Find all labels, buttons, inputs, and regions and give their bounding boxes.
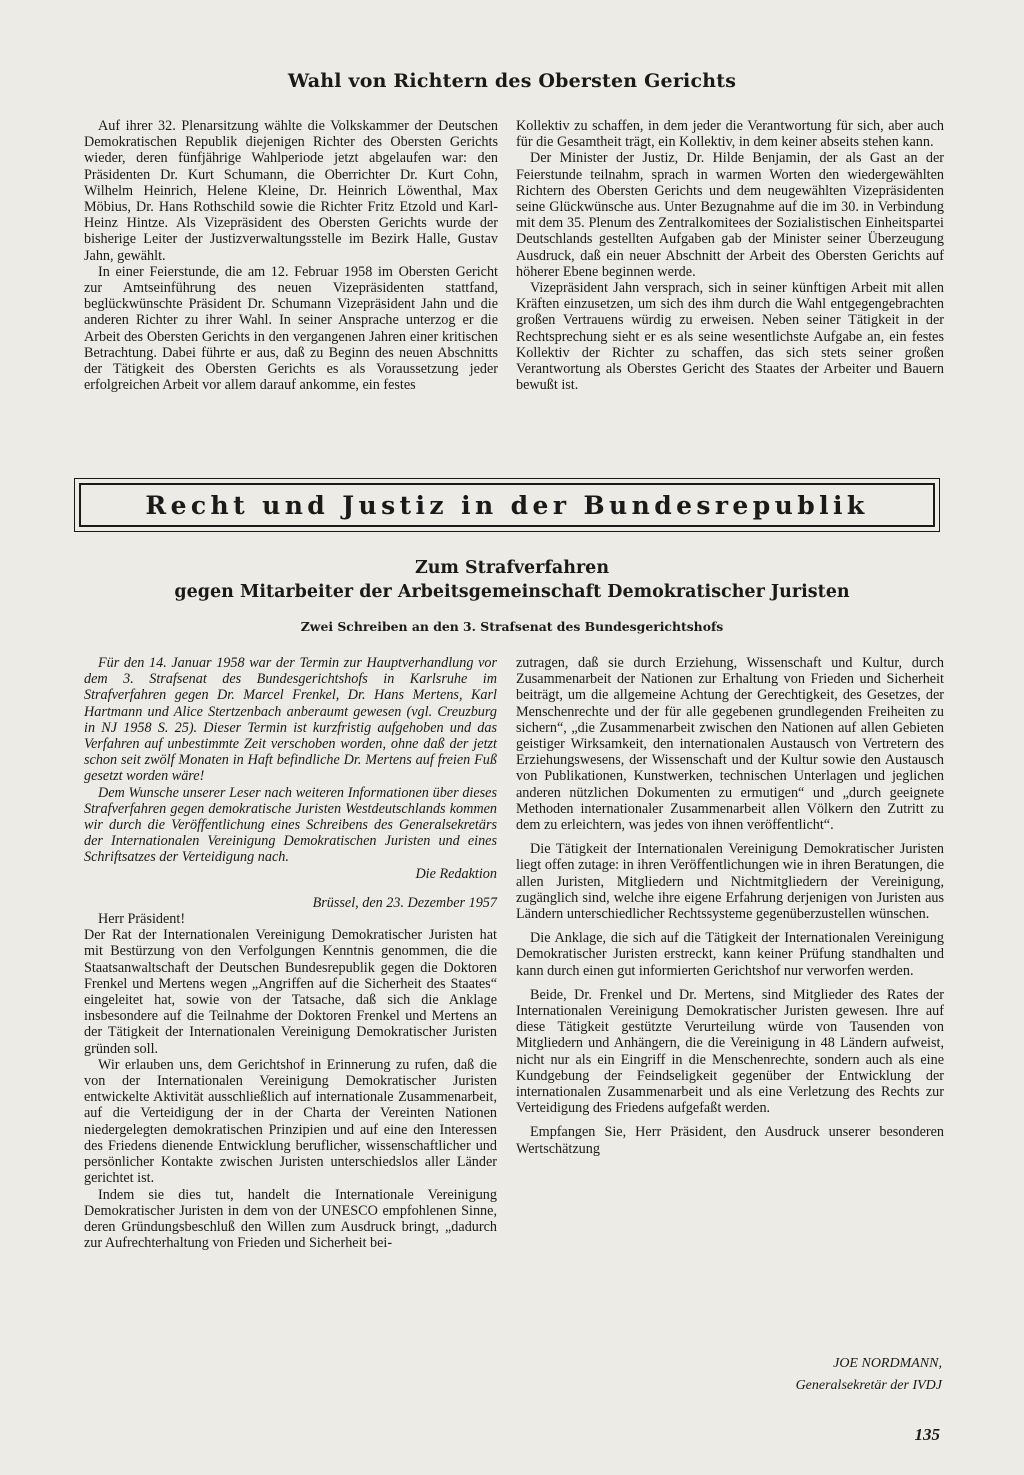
paragraph: Auf ihrer 32. Plenarsitzung wählte die Volkskammer der Deutschen Demokratischen Republik diejenigen Richter des Obersten Gerichts wieder, deren fünfjährige Wahlperiode jetzt abgelaufen war: den Präsidenten Dr. Kurt Schumann, die Oberrichter Dr. Kurt Cohn, Wilhelm Heinrich, Helene Kleine, Dr. Heinrich Löwenthal, Max Möbius, Dr. Hans Rothschild sowie die Richter Fritz Etzold und Karl-Heinz Hintze. Als Vizepräsident des Obersten Gerichts wurde der bisherige Leiter der Justizverwaltungsstelle im Bezirk Halle, Gustav Jahn, gewählt. — [84, 118, 498, 264]
article-title: Wahl von Richtern des Obersten Gerichts — [287, 70, 737, 92]
letter-salutation: Herr Präsident! — [98, 911, 186, 928]
paragraph: Der Minister der Justiz, Dr. Hilde Benjamin, der als Gast an der Feierstunde teilnahm, sprach in warmen Worten den wiedergewählten Richtern des Obersten Gerichts und dem neugewählten Vizepräsidenten seine Glückwünsche aus. Unter Bezugnahme auf die im 30. in Verbindung mit dem 35. Plenum des Zentralkomitees der Sozialistischen Einheitspartei Deutschlands gestellten Aufgaben gab der Minister seiner Überzeugung Ausdruck, daß ein neuer Abschnitt der Arbeit des Obersten Gerichts auf höherer Ebene beginnen werde. — [516, 150, 944, 280]
article1-column-left — [84, 118, 498, 393]
paragraph: In einer Feierstunde, die am 12. Februar 1958 im Obersten Gericht zur Amtseinführung des neuen Vizepräsidenten stattfand, beglückwünschte Präsident Dr. Schumann Vizepräsident Jahn und die anderen Richter zu ihrer Wahl. In seiner Ansprache unterzog er die Arbeit des Obersten Gerichts in den vergangenen Jahren einer kritischen Betrachtung. Dabei führte er aus, daß zu Beginn des neuen Abschnitts der Tätigkeit des Obersten Gerichts es als Voraussetzung jeder erfolgreichen Arbeit vor allem darauf ankomme, ein festes — [84, 263, 498, 394]
article1-column-right — [516, 118, 944, 393]
section-banner — [74, 478, 940, 532]
letter-place-date: Brüssel, den 23. Dezember 1957 — [312, 894, 497, 911]
paragraph: Beide, Dr. Frenkel und Dr. Mertens, sind Mitglieder des Rates der Internationalen Vereinigung Demokratischer Juristen gewesen. Ihre auf diese Tätigkeit gestützte Verurteilung würde von Tausenden von Mitgliedern und Anhängern, die die Vereinigung in 48 Ländern aufweist, nicht nur als ein Eingriff in die Menschenrechte, sondern auch als eine Kundgebung der Feindseligkeit gegenüber der Entwicklung der internationalen Zusammenarbeit und als eine Verletzung des Rechts zur Verteidigung des Friedens aufgefaßt werden. — [516, 986, 944, 1117]
article2-column-left — [84, 655, 497, 1251]
paragraph: Vizepräsident Jahn versprach, sich in seiner künftigen Arbeit mit allen Kräften einzusetzen, um sich des ihm durch die Wahl entgegengebrachten großen Vertrauens würdig zu erweisen. Neben seiner Tätigkeit in der Rechtsprechung sieht er es als seine wesentlichste Aufgabe an, ein festes Kollektiv der Richter zu schaffen, das sich stets seiner großen Verantwortung als Oberstes Gericht des Staates der Arbeiter und Bauern bewußt ist. — [516, 280, 944, 394]
paragraph: Wir erlauben uns, dem Gerichtshof in Erinnerung zu rufen, daß die von der Internationalen Vereinigung Demokratischer Juristen entwickelte Aktivität ausschließlich auf internationale Zusammenarbeit, auf die Verteidigung der in der Charta der Vereinten Nationen niedergelegten demokratischen Prinzipien und auf eine den Interessen des Friedens dienende Entwicklung beruflicher, wissenschaftlicher und persönlicher Kontakte zwischen Juristen unterschiedslos aller Länder gerichtet ist. — [84, 1056, 497, 1187]
section-banner-text: Recht und Justiz in der Bundesrepublik — [145, 490, 869, 520]
paragraph: Der Rat der Internationalen Vereinigung Demokratischer Juristen hat mit Bestürzung von den Verfolgungen Kenntnis genommen, die die Staatsanwaltschaft der Deutschen Bundesrepublik gegen die Doktoren Frenkel und Mertens wegen „Angriffen auf die Sicherheit des Staates“ eingeleitet hat, sowie von der Tatsache, daß sich die Anklage insbesondere auf die Teilnahme der Doktoren Frenkel und Mertens an der Tätigkeit der Internationalen Vereinigung Demokratischer Juristen gründen soll. — [84, 927, 497, 1057]
editor-note: Für den 14. Januar 1958 war der Termin zur Hauptverhandlung vor dem 3. Strafsenat des Bundesgerichtshofs in Karlsruhe im Strafverfahren gegen Dr. Marcel Frenkel, Dr. Hans Mertens, Karl Hartmann und Alice Stertzenbach anberaumt gewesen (vgl. Creuzburg in NJ 1958 S. 25). Dieser Termin ist kurzfristig aufgehoben und das Verfahren auf unbestimmte Zeit verschoben worden, ohne daß der jetzt schon seit zwölf Monaten in Haft befindliche Dr. Mertens auf freien Fuß gesetzt worden wäre! — [84, 655, 497, 785]
paragraph: Die Anklage, die sich auf die Tätigkeit der Internationalen Vereinigung Demokratischer Juristen erstreckt, kann keiner Prüfung standhalten und kann durch einen gut informierten Gerichtshof nur verworfen werden. — [516, 930, 944, 979]
signature-name: JOE NORDMANN, — [833, 1356, 942, 1371]
page-number: 135 — [914, 1425, 940, 1444]
signature-title: Generalsekretär der IVDJ — [795, 1378, 942, 1393]
article2-subtitle: Zwei Schreiben an den 3. Strafsenat des Bundesgerichtshofs — [300, 619, 724, 634]
editor-note: Dem Wunsche unserer Leser nach weiteren Informationen über dieses Strafverfahren gegen demokratische Juristen Westdeutschlands kommen wir durch die Veröffentlichung eines Schreibens des Generalsekretärs der Internationalen Vereinigung Demokratischen Juristen und eines Schriftsatzes der Verteidigung nach. — [84, 784, 497, 866]
paragraph: Die Tätigkeit der Internationalen Vereinigung Demokratischer Juristen liegt offen zutage: in ihren Veröffentlichungen wie in ihren Beratungen, die allen Juristen, Mitgliedern und Nichtmitgliedern der Vereinigung, zugänglich sind, welche ihre eigene Erfahrung derjenigen von Juristen aus Ländern unterschiedlicher Rechtssysteme gegenüberzustellen wünschen. — [516, 841, 944, 923]
article2-column-right — [516, 655, 944, 1157]
paragraph: Empfangen Sie, Herr Präsident, den Ausdruck unserer besonderen Wertschätzung — [516, 1124, 944, 1157]
paragraph: zutragen, daß sie durch Erziehung, Wissenschaft und Kultur, durch Zusammenarbeit der Nationen zur Erhaltung von Frieden und Sicherheit beiträgt, um die allgemeine Achtung der Gerechtigkeit, des Gesetzes, der Menschenrechte und der für alle gegebenen grundlegenden Freiheiten zu sichern“, „die Zusammenarbeit zwischen den Nationen auf allen Gebieten geistiger Wirksamkeit, den internationalen Austausch von Vertretern des Erziehungswesens, der Wissenschaft und der Kultur sowie den Austausch von Publikationen, Kunstwerken, technischen Unterlagen und jeglichen anderen nützlichen Dokumenten zu ermutigen“ und „durch geeignete Methoden internationaler Zusammenarbeit allen Völkern den Zutritt zu dem zu erleichtern, was jedes von ihnen veröffentlicht“. — [516, 655, 944, 834]
paragraph: Kollektiv zu schaffen, in dem jeder die Verantwortung für sich, aber auch für die Gesamtheit trägt, ein Kollektiv, in dem keiner abseits stehen kann. — [516, 118, 944, 151]
article2-title-line1: Zum Strafverfahren — [414, 558, 610, 578]
article2-title-line2: gegen Mitarbeiter der Arbeitsgemeinschaft Demokratischer Juristen — [174, 582, 850, 602]
editor-signature: Die Redaktion — [415, 865, 497, 882]
paragraph: Indem sie dies tut, handelt die Internationale Vereinigung Demokratischer Juristen in dem von der UNESCO empfohlenen Sinne, deren Gründungsbeschluß den Willen zum Ausdruck bringt, „dadurch zur Aufrechterhaltung von Frieden und Sicherheit bei- — [84, 1186, 497, 1252]
